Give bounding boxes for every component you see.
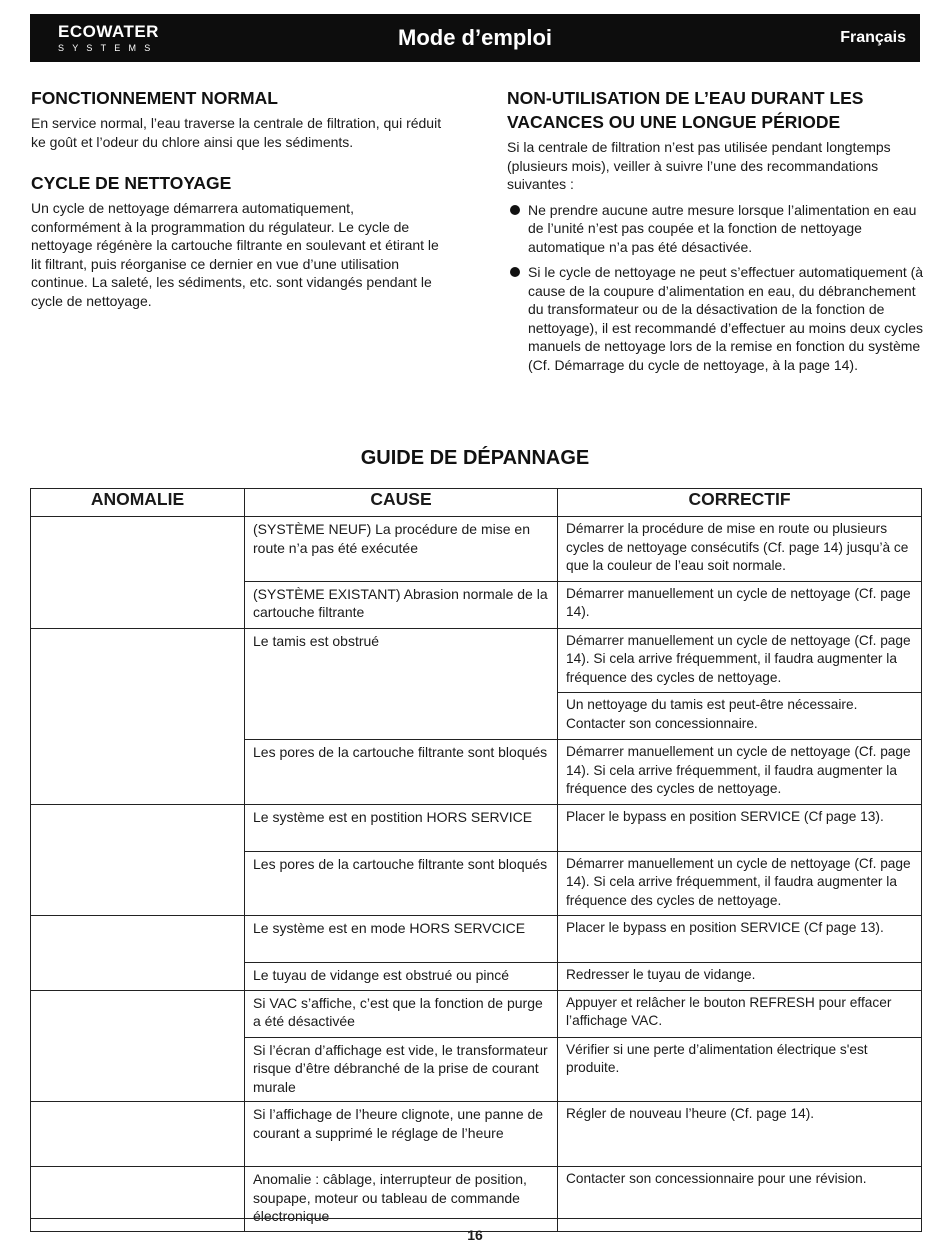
section-vacation-intro: Si la centrale de filtration n’est pas utilisée pendant longtemps (plusieurs mois), veiller à suivre l’une des recommandations suivantes : bbox=[507, 139, 891, 192]
cause-cell: Le système est en postition HORS SERVICE bbox=[245, 804, 558, 851]
cause-cell: Les pores de la cartouche filtrante sont bloqués bbox=[245, 851, 558, 916]
fix-cell: Régler de nouveau l’heure (Cf. page 14). bbox=[558, 1102, 922, 1167]
anomaly-cell bbox=[31, 1102, 245, 1167]
page-number: 16 bbox=[467, 1227, 483, 1243]
fix-cell: Vérifier si une perte d’alimentation électrique s'est produite. bbox=[558, 1037, 922, 1102]
table-row bbox=[31, 1167, 922, 1232]
troubleshooting-title: GUIDE DE DÉPANNAGE bbox=[360, 447, 590, 469]
fix-cell: Démarrer manuellement un cycle de nettoyage (Cf. page 14). Si cela arrive fréquemment, il faudra augmenter la fréquence des cycles de nettoyage. bbox=[558, 851, 922, 916]
cause-cell: Le tamis est obstrué bbox=[245, 628, 558, 740]
cause-cell: (SYSTÈME EXISTANT) Abrasion normale de la cartouche filtrante bbox=[245, 581, 558, 628]
fix-cell: Appuyer et relâcher le bouton REFRESH pour effacer l’affichage VAC. bbox=[558, 990, 922, 1037]
fix-cell: Redresser le tuyau de vidange. bbox=[558, 963, 922, 991]
section-vacation-title: NON-UTILISATION DE L’EAU DURANT LES VACANCES OU UNE LONGUE PÉRIODE bbox=[507, 88, 864, 132]
language-label: Français bbox=[840, 29, 906, 46]
logo-systems: SYSTEMS bbox=[58, 43, 159, 53]
fix-cell: Contacter son concessionnaire pour une révision. bbox=[558, 1167, 922, 1232]
cause-cell: Les pores de la cartouche filtrante sont bloqués bbox=[245, 740, 558, 805]
section-cleaning-text: Un cycle de nettoyage démarrera automatiquement, conformément à la programmation du régulateur. Le cycle de nettoyage régénère la cartouche filtrante en soulevant et étirant le lit filtrant, puis réorganise ce dernier en vue d’une utilisation continue. La saleté, les sédiments, etc. sont vidangés pendant le cycle de nettoyage. bbox=[31, 200, 439, 309]
bullet-item: Si le cycle de nettoyage ne peut s’effectuer automatiquement (à cause de la coupure d’alimentation en eau, du débranchement du transformateur ou de la désactivation de la fonction de nettoyage), il est recommandé d’effectuer au moins deux cycles manuels de nettoyage lors de la remise en fonction du système (Cf. Démarrage du cycle de nettoyage, à la page 14). bbox=[507, 263, 925, 374]
fix-cell: Placer le bypass en position SERVICE (Cf page 13). bbox=[558, 916, 922, 963]
section-cleaning-title: CYCLE DE NETTOYAGE bbox=[31, 173, 232, 193]
anomaly-cell bbox=[31, 1167, 245, 1232]
fix-cell: Un nettoyage du tamis est peut-être nécessaire. Contacter son concessionnaire. bbox=[558, 693, 922, 740]
fix-cell: Démarrer manuellement un cycle de nettoyage (Cf. page 14). Si cela arrive fréquemment, il faudra augmenter la fréquence des cycles de nettoyage. bbox=[558, 740, 922, 805]
header-correctif: CORRECTIF bbox=[558, 489, 922, 517]
bullet-item: Ne prendre aucune autre mesure lorsque l’alimentation en eau de l’unité n’est pas coupée et la fonction de nettoyage automatique n’a pas été désactivée. bbox=[507, 201, 925, 257]
cause-cell: Anomalie : câblage, interrupteur de position, soupape, moteur ou tableau de commande électronique bbox=[245, 1167, 558, 1232]
table-row bbox=[31, 916, 922, 963]
anomaly-cell bbox=[31, 628, 245, 804]
anomaly-cell bbox=[31, 517, 245, 629]
table-row bbox=[31, 990, 922, 1037]
table-header-row bbox=[31, 489, 922, 517]
cause-cell: Si l’affichage de l’heure clignote, une panne de courant a supprimé le réglage de l’heure bbox=[245, 1102, 558, 1167]
anomaly-cell bbox=[31, 990, 245, 1102]
table-row bbox=[31, 628, 922, 693]
section-normal-title: FONCTIONNEMENT NORMAL bbox=[31, 88, 278, 108]
cause-cell: Si VAC s’affiche, c’est que la fonction de purge a été désactivée bbox=[245, 990, 558, 1037]
table-row bbox=[31, 517, 922, 582]
manual-title: Mode d’emploi bbox=[398, 25, 552, 50]
header-cause: CAUSE bbox=[245, 489, 558, 517]
table-row bbox=[31, 1102, 922, 1167]
fix-cell: Démarrer la procédure de mise en route ou plusieurs cycles de nettoyage consécutifs (Cf. page 14) jusqu’à ce que la couleur de l’eau soit normale. bbox=[558, 517, 922, 582]
troubleshooting-table bbox=[30, 488, 922, 1232]
right-column bbox=[507, 86, 925, 381]
fix-cell: Démarrer manuellement un cycle de nettoyage (Cf. page 14). bbox=[558, 581, 922, 628]
anomaly-cell bbox=[31, 916, 245, 991]
header-anomalie: ANOMALIE bbox=[31, 489, 245, 517]
fix-cell: Placer le bypass en position SERVICE (Cf page 13). bbox=[558, 804, 922, 851]
cause-cell: Le tuyau de vidange est obstrué ou pincé bbox=[245, 963, 558, 991]
cause-cell: (SYSTÈME NEUF) La procédure de mise en route n’a pas été exécutée bbox=[245, 517, 558, 582]
cause-cell: Si l’écran d’affichage est vide, le transformateur risque d’être débranché de la prise de courant murale bbox=[245, 1037, 558, 1102]
left-column bbox=[31, 86, 443, 310]
fix-cell: Démarrer manuellement un cycle de nettoyage (Cf. page 14). Si cela arrive fréquemment, il faudra augmenter la fréquence des cycles de nettoyage. bbox=[558, 628, 922, 693]
anomaly-cell bbox=[31, 804, 245, 916]
page-header bbox=[30, 14, 920, 62]
cause-cell: Le système est en mode HORS SERVCICE bbox=[245, 916, 558, 963]
section-normal-text: En service normal, l’eau traverse la centrale de filtration, qui réduit ke goût et l’odeur du chlore ainsi que les sédiments. bbox=[31, 115, 442, 150]
table-row bbox=[31, 804, 922, 851]
footer-divider bbox=[30, 1218, 921, 1219]
vacation-bullet-list bbox=[507, 201, 925, 375]
logo-ecowater: ECOWATER bbox=[58, 22, 159, 41]
